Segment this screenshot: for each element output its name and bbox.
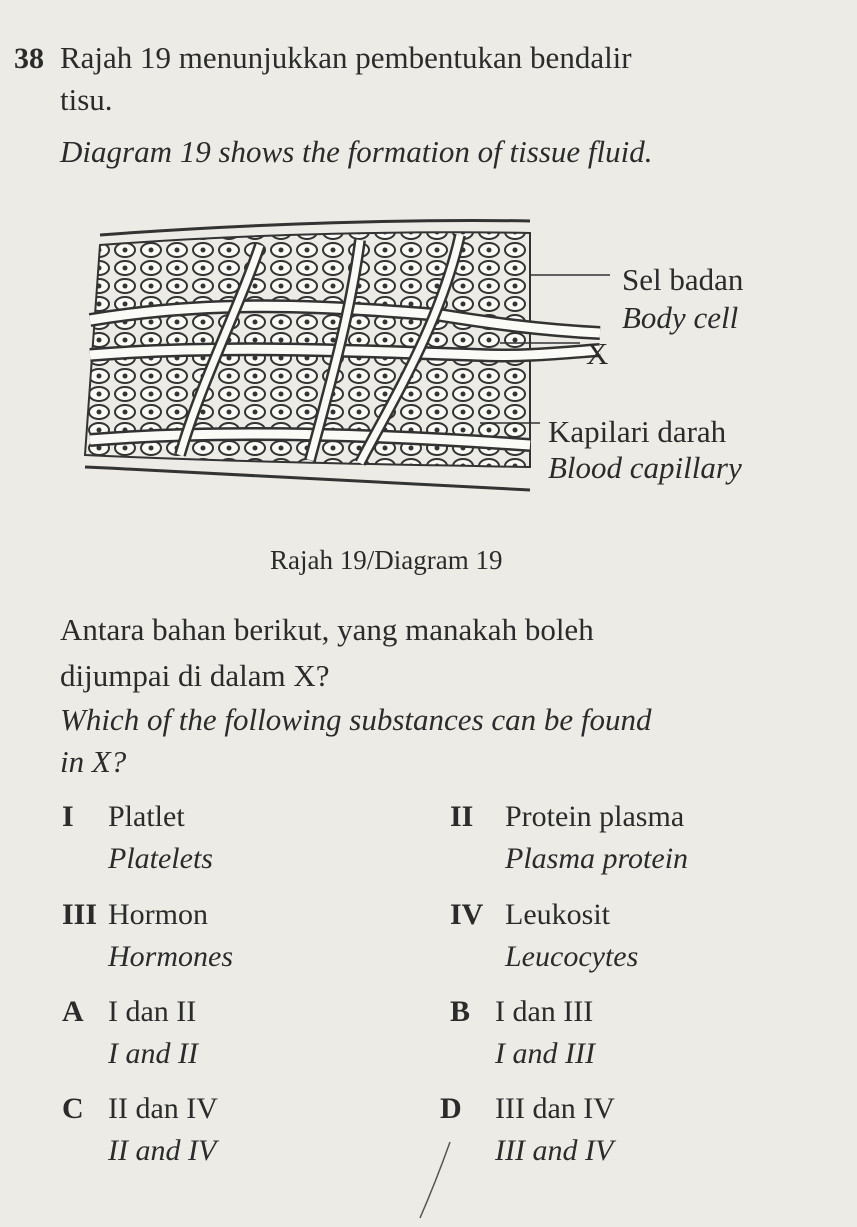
stem-malay-line1: Rajah 19 menunjukkan pembentukan bendalir <box>60 40 632 75</box>
option-letter[interactable]: B <box>450 995 471 1028</box>
option-english[interactable]: I and III <box>495 1037 595 1070</box>
item-numeral: IV <box>450 898 484 931</box>
diagram-caption: Rajah 19/Diagram 19 <box>270 545 503 575</box>
option-malay[interactable]: II dan IV <box>108 1092 218 1125</box>
option-english[interactable]: III and IV <box>495 1134 614 1167</box>
pen-mark <box>415 1140 455 1220</box>
item-malay: Leukosit <box>505 898 610 931</box>
item-malay: Protein plasma <box>505 800 685 833</box>
item-malay: Platlet <box>108 800 185 833</box>
option-english[interactable]: II and IV <box>108 1134 217 1167</box>
prompt-malay-line2: dijumpai di dalam X? <box>60 658 330 693</box>
option-letter[interactable]: D <box>440 1092 462 1125</box>
item-english: Platelets <box>108 842 213 875</box>
option-malay[interactable]: I dan II <box>108 995 197 1028</box>
stem-malay-line2: tisu. <box>60 82 113 117</box>
label-body-cell-malay: Sel badan <box>622 262 744 297</box>
item-numeral: II <box>450 800 474 833</box>
item-english: Leucocytes <box>505 940 639 973</box>
label-capillary-english: Blood capillary <box>548 450 742 485</box>
option-letter[interactable]: A <box>62 995 84 1028</box>
label-body-cell-english: Body cell <box>622 300 739 335</box>
option-malay[interactable]: I dan III <box>495 995 594 1028</box>
item-numeral: I <box>62 800 74 833</box>
option-malay[interactable]: III dan IV <box>495 1092 615 1125</box>
item-numeral: III <box>62 898 98 931</box>
stem-english: Diagram 19 shows the formation of tissue fluid. <box>60 134 653 169</box>
option-english[interactable]: I and II <box>108 1037 198 1070</box>
prompt-english-line2: in X? <box>60 744 127 779</box>
item-english: Hormones <box>108 940 233 973</box>
item-malay: Hormon <box>108 898 208 931</box>
label-capillary-malay: Kapilari darah <box>548 414 727 449</box>
prompt-english-line1: Which of the following substances can be found <box>60 702 652 737</box>
prompt-malay-line1: Antara bahan berikut, yang manakah boleh <box>60 612 594 647</box>
label-x: X <box>586 336 609 371</box>
item-english: Plasma protein <box>505 842 689 875</box>
option-letter[interactable]: C <box>62 1092 84 1125</box>
question-number: 38 <box>14 42 44 75</box>
